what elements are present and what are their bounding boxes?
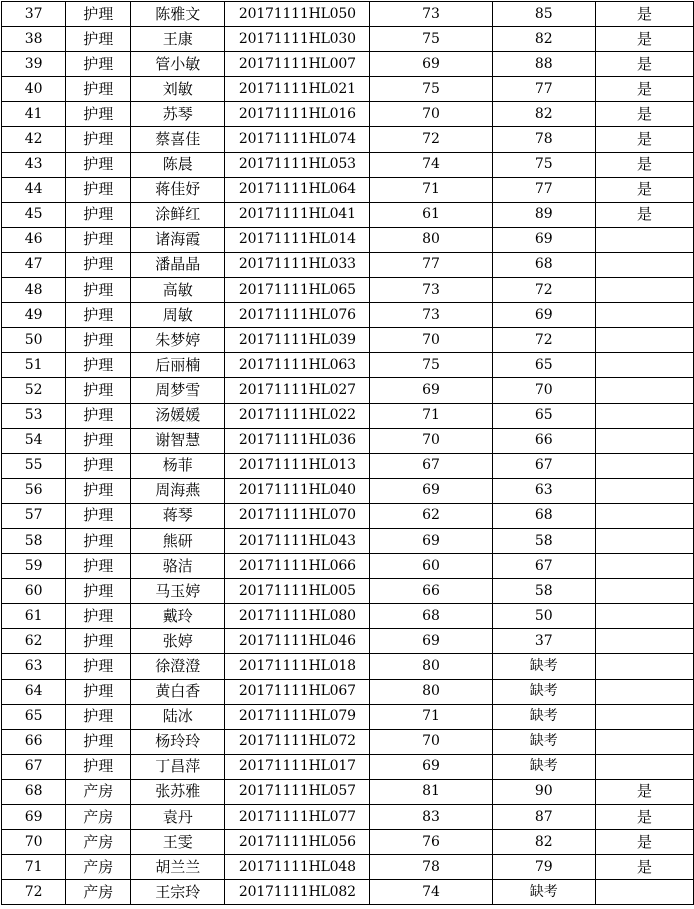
- department-cell: 护理: [66, 152, 131, 177]
- score-2-cell: 77: [492, 77, 595, 102]
- table-row: [2, 729, 694, 754]
- score-2-cell: 缺考: [492, 880, 595, 905]
- row-index-cell: 46: [2, 227, 66, 252]
- row-index-cell: 43: [2, 152, 66, 177]
- row-index-cell: 54: [2, 428, 66, 453]
- score-2-cell: 68: [492, 503, 595, 528]
- score-1-cell: 80: [370, 227, 492, 252]
- qualified-cell: 是: [595, 2, 693, 27]
- name-cell: 杨菲: [131, 453, 225, 478]
- score-2-cell: 58: [492, 528, 595, 553]
- score-2-cell: 85: [492, 2, 595, 27]
- table-row: [2, 830, 694, 855]
- score-2-cell: 缺考: [492, 704, 595, 729]
- department-cell: 护理: [66, 77, 131, 102]
- exam-id-cell: 20171111HL039: [225, 328, 370, 353]
- table-row: [2, 177, 694, 202]
- table-row: [2, 654, 694, 679]
- name-cell: 汤媛媛: [131, 403, 225, 428]
- department-cell: 产房: [66, 880, 131, 905]
- table-row: [2, 303, 694, 328]
- name-cell: 马玉婷: [131, 579, 225, 604]
- department-cell: 护理: [66, 629, 131, 654]
- score-1-cell: 70: [370, 428, 492, 453]
- department-cell: 护理: [66, 102, 131, 127]
- score-1-cell: 80: [370, 654, 492, 679]
- exam-id-cell: 20171111HL033: [225, 252, 370, 277]
- row-index-cell: 58: [2, 528, 66, 553]
- table-row: [2, 428, 694, 453]
- row-index-cell: 45: [2, 202, 66, 227]
- table-row: [2, 378, 694, 403]
- exam-id-cell: 20171111HL056: [225, 830, 370, 855]
- qualified-cell: [595, 378, 693, 403]
- qualified-cell: [595, 453, 693, 478]
- department-cell: 护理: [66, 428, 131, 453]
- exam-id-cell: 20171111HL005: [225, 579, 370, 604]
- exam-id-cell: 20171111HL046: [225, 629, 370, 654]
- score-2-cell: 90: [492, 779, 595, 804]
- score-1-cell: 71: [370, 704, 492, 729]
- row-index-cell: 59: [2, 554, 66, 579]
- qualified-cell: [595, 579, 693, 604]
- row-index-cell: 69: [2, 805, 66, 830]
- name-cell: 熊研: [131, 528, 225, 553]
- exam-id-cell: 20171111HL021: [225, 77, 370, 102]
- table-row: [2, 805, 694, 830]
- score-2-cell: 67: [492, 453, 595, 478]
- score-2-cell: 缺考: [492, 679, 595, 704]
- score-1-cell: 71: [370, 403, 492, 428]
- row-index-cell: 47: [2, 252, 66, 277]
- table-row: [2, 604, 694, 629]
- score-1-cell: 61: [370, 202, 492, 227]
- exam-id-cell: 20171111HL036: [225, 428, 370, 453]
- department-cell: 护理: [66, 127, 131, 152]
- exam-id-cell: 20171111HL063: [225, 353, 370, 378]
- exam-id-cell: 20171111HL018: [225, 654, 370, 679]
- department-cell: 护理: [66, 2, 131, 27]
- table-row: [2, 503, 694, 528]
- name-cell: 袁丹: [131, 805, 225, 830]
- name-cell: 杨玲玲: [131, 729, 225, 754]
- exam-id-cell: 20171111HL080: [225, 604, 370, 629]
- table-row: [2, 579, 694, 604]
- name-cell: 苏琴: [131, 102, 225, 127]
- department-cell: 护理: [66, 453, 131, 478]
- row-index-cell: 37: [2, 2, 66, 27]
- score-1-cell: 77: [370, 252, 492, 277]
- qualified-cell: 是: [595, 77, 693, 102]
- score-1-cell: 66: [370, 579, 492, 604]
- name-cell: 丁昌萍: [131, 754, 225, 779]
- exam-id-cell: 20171111HL065: [225, 278, 370, 303]
- score-2-cell: 87: [492, 805, 595, 830]
- score-1-cell: 75: [370, 77, 492, 102]
- table-row: [2, 855, 694, 880]
- department-cell: 护理: [66, 202, 131, 227]
- exam-id-cell: 20171111HL016: [225, 102, 370, 127]
- score-1-cell: 68: [370, 604, 492, 629]
- exam-id-cell: 20171111HL043: [225, 528, 370, 553]
- score-1-cell: 73: [370, 2, 492, 27]
- qualified-cell: 是: [595, 805, 693, 830]
- exam-id-cell: 20171111HL072: [225, 729, 370, 754]
- row-index-cell: 57: [2, 503, 66, 528]
- name-cell: 黄白香: [131, 679, 225, 704]
- qualified-cell: 是: [595, 855, 693, 880]
- qualified-cell: [595, 729, 693, 754]
- qualified-cell: 是: [595, 27, 693, 52]
- exam-id-cell: 20171111HL067: [225, 679, 370, 704]
- score-1-cell: 60: [370, 554, 492, 579]
- score-2-cell: 37: [492, 629, 595, 654]
- name-cell: 徐澄澄: [131, 654, 225, 679]
- score-2-cell: 78: [492, 127, 595, 152]
- table-row: [2, 704, 694, 729]
- name-cell: 王宗玲: [131, 880, 225, 905]
- score-2-cell: 50: [492, 604, 595, 629]
- table-row: [2, 2, 694, 27]
- qualified-cell: [595, 303, 693, 328]
- exam-id-cell: 20171111HL027: [225, 378, 370, 403]
- name-cell: 王康: [131, 27, 225, 52]
- row-index-cell: 68: [2, 779, 66, 804]
- name-cell: 陆冰: [131, 704, 225, 729]
- department-cell: 护理: [66, 579, 131, 604]
- score-2-cell: 79: [492, 855, 595, 880]
- table-row: [2, 754, 694, 779]
- qualified-cell: 是: [595, 779, 693, 804]
- department-cell: 护理: [66, 754, 131, 779]
- score-1-cell: 69: [370, 378, 492, 403]
- score-1-cell: 74: [370, 880, 492, 905]
- qualified-cell: [595, 278, 693, 303]
- row-index-cell: 38: [2, 27, 66, 52]
- row-index-cell: 56: [2, 478, 66, 503]
- row-index-cell: 53: [2, 403, 66, 428]
- name-cell: 王雯: [131, 830, 225, 855]
- qualified-cell: [595, 704, 693, 729]
- table-row: [2, 328, 694, 353]
- score-1-cell: 75: [370, 353, 492, 378]
- row-index-cell: 52: [2, 378, 66, 403]
- exam-id-cell: 20171111HL074: [225, 127, 370, 152]
- table-row: [2, 127, 694, 152]
- qualified-cell: 是: [595, 127, 693, 152]
- score-1-cell: 80: [370, 679, 492, 704]
- qualified-cell: [595, 679, 693, 704]
- name-cell: 蒋琴: [131, 503, 225, 528]
- name-cell: 后丽楠: [131, 353, 225, 378]
- name-cell: 周海燕: [131, 478, 225, 503]
- name-cell: 高敏: [131, 278, 225, 303]
- exam-id-cell: 20171111HL041: [225, 202, 370, 227]
- score-2-cell: 72: [492, 328, 595, 353]
- department-cell: 护理: [66, 503, 131, 528]
- score-2-cell: 65: [492, 353, 595, 378]
- score-2-cell: 82: [492, 102, 595, 127]
- row-index-cell: 55: [2, 453, 66, 478]
- table-row: [2, 629, 694, 654]
- department-cell: 护理: [66, 252, 131, 277]
- exam-id-cell: 20171111HL057: [225, 779, 370, 804]
- name-cell: 张苏雅: [131, 779, 225, 804]
- score-1-cell: 74: [370, 152, 492, 177]
- department-cell: 护理: [66, 554, 131, 579]
- score-2-cell: 69: [492, 227, 595, 252]
- exam-id-cell: 20171111HL064: [225, 177, 370, 202]
- row-index-cell: 71: [2, 855, 66, 880]
- score-1-cell: 72: [370, 127, 492, 152]
- name-cell: 诸海霞: [131, 227, 225, 252]
- score-2-cell: 82: [492, 27, 595, 52]
- table-row: [2, 528, 694, 553]
- qualified-cell: 是: [595, 152, 693, 177]
- row-index-cell: 64: [2, 679, 66, 704]
- department-cell: 护理: [66, 328, 131, 353]
- exam-id-cell: 20171111HL022: [225, 403, 370, 428]
- table-row: [2, 478, 694, 503]
- score-2-cell: 67: [492, 554, 595, 579]
- score-2-cell: 77: [492, 177, 595, 202]
- table-row: [2, 554, 694, 579]
- row-index-cell: 60: [2, 579, 66, 604]
- row-index-cell: 70: [2, 830, 66, 855]
- score-1-cell: 69: [370, 52, 492, 77]
- table-row: [2, 77, 694, 102]
- qualified-cell: [595, 880, 693, 905]
- score-1-cell: 70: [370, 729, 492, 754]
- qualified-cell: 是: [595, 202, 693, 227]
- score-1-cell: 69: [370, 528, 492, 553]
- department-cell: 护理: [66, 478, 131, 503]
- department-cell: 护理: [66, 528, 131, 553]
- exam-id-cell: 20171111HL050: [225, 2, 370, 27]
- score-1-cell: 69: [370, 629, 492, 654]
- score-2-cell: 68: [492, 252, 595, 277]
- row-index-cell: 63: [2, 654, 66, 679]
- score-2-cell: 89: [492, 202, 595, 227]
- exam-id-cell: 20171111HL048: [225, 855, 370, 880]
- department-cell: 护理: [66, 52, 131, 77]
- name-cell: 骆洁: [131, 554, 225, 579]
- name-cell: 朱梦婷: [131, 328, 225, 353]
- table-row: [2, 453, 694, 478]
- department-cell: 护理: [66, 704, 131, 729]
- score-1-cell: 69: [370, 754, 492, 779]
- score-1-cell: 70: [370, 328, 492, 353]
- score-2-cell: 58: [492, 579, 595, 604]
- exam-id-cell: 20171111HL082: [225, 880, 370, 905]
- name-cell: 涂鲜红: [131, 202, 225, 227]
- qualified-cell: 是: [595, 830, 693, 855]
- row-index-cell: 39: [2, 52, 66, 77]
- department-cell: 护理: [66, 604, 131, 629]
- score-2-cell: 缺考: [492, 729, 595, 754]
- exam-id-cell: 20171111HL070: [225, 503, 370, 528]
- qualified-cell: [595, 503, 693, 528]
- qualified-cell: [595, 328, 693, 353]
- table-row: [2, 27, 694, 52]
- score-1-cell: 78: [370, 855, 492, 880]
- table-row: [2, 278, 694, 303]
- department-cell: 护理: [66, 27, 131, 52]
- exam-id-cell: 20171111HL017: [225, 754, 370, 779]
- row-index-cell: 65: [2, 704, 66, 729]
- qualified-cell: [595, 227, 693, 252]
- score-2-cell: 88: [492, 52, 595, 77]
- department-cell: 产房: [66, 805, 131, 830]
- department-cell: 产房: [66, 830, 131, 855]
- qualified-cell: [595, 353, 693, 378]
- table-row: [2, 152, 694, 177]
- name-cell: 张婷: [131, 629, 225, 654]
- qualified-cell: [595, 554, 693, 579]
- exam-id-cell: 20171111HL040: [225, 478, 370, 503]
- score-1-cell: 71: [370, 177, 492, 202]
- score-1-cell: 83: [370, 805, 492, 830]
- qualified-cell: 是: [595, 177, 693, 202]
- score-2-cell: 63: [492, 478, 595, 503]
- name-cell: 陈晨: [131, 152, 225, 177]
- row-index-cell: 50: [2, 328, 66, 353]
- score-2-cell: 66: [492, 428, 595, 453]
- department-cell: 护理: [66, 679, 131, 704]
- score-2-cell: 82: [492, 830, 595, 855]
- exam-id-cell: 20171111HL030: [225, 27, 370, 52]
- score-2-cell: 75: [492, 152, 595, 177]
- results-table-body: [2, 2, 694, 905]
- department-cell: 护理: [66, 303, 131, 328]
- department-cell: 护理: [66, 729, 131, 754]
- qualified-cell: 是: [595, 52, 693, 77]
- table-row: [2, 353, 694, 378]
- name-cell: 蒋佳妤: [131, 177, 225, 202]
- score-1-cell: 67: [370, 453, 492, 478]
- name-cell: 管小敏: [131, 52, 225, 77]
- department-cell: 护理: [66, 654, 131, 679]
- exam-id-cell: 20171111HL076: [225, 303, 370, 328]
- row-index-cell: 40: [2, 77, 66, 102]
- exam-id-cell: 20171111HL007: [225, 52, 370, 77]
- department-cell: 护理: [66, 227, 131, 252]
- qualified-cell: [595, 428, 693, 453]
- row-index-cell: 49: [2, 303, 66, 328]
- score-1-cell: 69: [370, 478, 492, 503]
- name-cell: 胡兰兰: [131, 855, 225, 880]
- row-index-cell: 44: [2, 177, 66, 202]
- name-cell: 谢智慧: [131, 428, 225, 453]
- row-index-cell: 41: [2, 102, 66, 127]
- row-index-cell: 61: [2, 604, 66, 629]
- score-1-cell: 75: [370, 27, 492, 52]
- row-index-cell: 72: [2, 880, 66, 905]
- table-row: [2, 252, 694, 277]
- score-1-cell: 62: [370, 503, 492, 528]
- department-cell: 护理: [66, 278, 131, 303]
- score-1-cell: 73: [370, 303, 492, 328]
- row-index-cell: 62: [2, 629, 66, 654]
- department-cell: 护理: [66, 353, 131, 378]
- name-cell: 陈雅文: [131, 2, 225, 27]
- qualified-cell: [595, 528, 693, 553]
- table-row: [2, 679, 694, 704]
- score-1-cell: 81: [370, 779, 492, 804]
- name-cell: 潘晶晶: [131, 252, 225, 277]
- score-1-cell: 76: [370, 830, 492, 855]
- exam-id-cell: 20171111HL079: [225, 704, 370, 729]
- score-2-cell: 69: [492, 303, 595, 328]
- row-index-cell: 51: [2, 353, 66, 378]
- table-row: [2, 880, 694, 905]
- score-2-cell: 70: [492, 378, 595, 403]
- score-2-cell: 缺考: [492, 654, 595, 679]
- row-index-cell: 67: [2, 754, 66, 779]
- name-cell: 周梦雪: [131, 378, 225, 403]
- qualified-cell: 是: [595, 102, 693, 127]
- row-index-cell: 66: [2, 729, 66, 754]
- table-row: [2, 102, 694, 127]
- qualified-cell: [595, 754, 693, 779]
- exam-id-cell: 20171111HL014: [225, 227, 370, 252]
- table-row: [2, 227, 694, 252]
- table-row: [2, 52, 694, 77]
- name-cell: 戴玲: [131, 604, 225, 629]
- name-cell: 刘敏: [131, 77, 225, 102]
- exam-id-cell: 20171111HL013: [225, 453, 370, 478]
- department-cell: 护理: [66, 403, 131, 428]
- department-cell: 护理: [66, 378, 131, 403]
- table-row: [2, 403, 694, 428]
- department-cell: 产房: [66, 855, 131, 880]
- qualified-cell: [595, 403, 693, 428]
- score-2-cell: 65: [492, 403, 595, 428]
- exam-id-cell: 20171111HL053: [225, 152, 370, 177]
- score-2-cell: 缺考: [492, 754, 595, 779]
- score-1-cell: 73: [370, 278, 492, 303]
- qualified-cell: [595, 478, 693, 503]
- qualified-cell: [595, 252, 693, 277]
- score-2-cell: 72: [492, 278, 595, 303]
- results-table: [1, 1, 694, 905]
- qualified-cell: [595, 604, 693, 629]
- qualified-cell: [595, 629, 693, 654]
- name-cell: 周敏: [131, 303, 225, 328]
- table-row: [2, 779, 694, 804]
- row-index-cell: 42: [2, 127, 66, 152]
- exam-id-cell: 20171111HL066: [225, 554, 370, 579]
- row-index-cell: 48: [2, 278, 66, 303]
- table-row: [2, 202, 694, 227]
- department-cell: 护理: [66, 177, 131, 202]
- department-cell: 产房: [66, 779, 131, 804]
- exam-id-cell: 20171111HL077: [225, 805, 370, 830]
- qualified-cell: [595, 654, 693, 679]
- score-1-cell: 70: [370, 102, 492, 127]
- name-cell: 蔡喜佳: [131, 127, 225, 152]
